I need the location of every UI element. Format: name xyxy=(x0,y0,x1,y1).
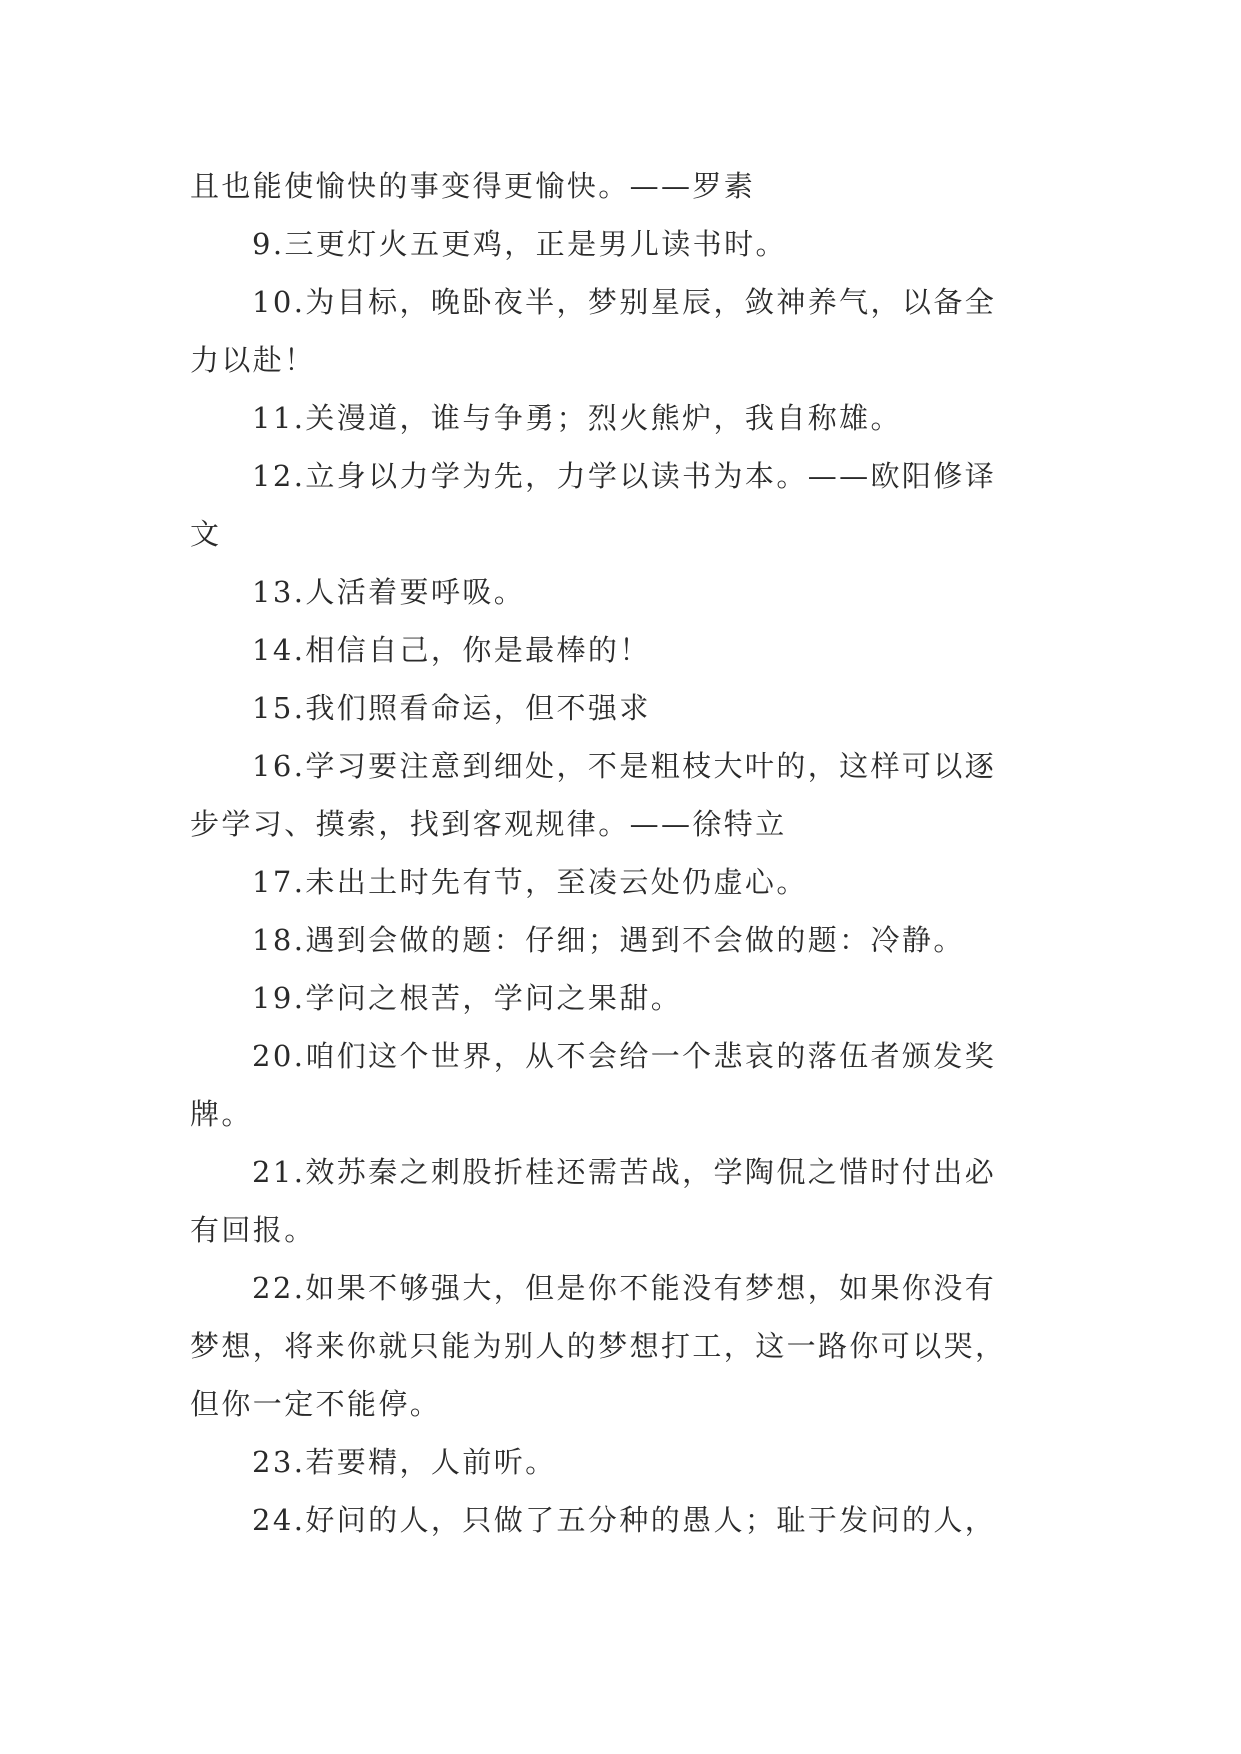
quote-13: 13.人活着要呼吸。 xyxy=(252,575,526,609)
quote-22-continued: 梦想，将来你就只能为别人的梦想打工，这一路你可以哭， xyxy=(190,1329,1007,1363)
quote-20: 20.咱们这个世界，从不会给一个悲哀的落伍者颁发奖 xyxy=(252,1039,997,1073)
quote-9: 9.三更灯火五更鸡，正是男儿读书时。 xyxy=(252,227,787,261)
text-line: 且也能使愉快的事变得更愉快。——罗素 xyxy=(190,169,756,203)
document-body xyxy=(190,157,1050,1549)
quote-16-continued: 步学习、摸索，找到客观规律。——徐特立 xyxy=(190,807,787,841)
quote-23: 23.若要精，人前听。 xyxy=(252,1445,557,1479)
quote-17: 17.未出土时先有节，至凌云处仍虚心。 xyxy=(252,865,808,899)
quote-10: 10.为目标，晚卧夜半，梦别星辰，敛神养气，以备全 xyxy=(252,285,997,319)
quote-16: 16.学习要注意到细处，不是粗枝大叶的，这样可以逐 xyxy=(252,749,997,783)
quote-15: 15.我们照看命运，但不强求 xyxy=(252,691,651,725)
quote-18: 18.遇到会做的题：仔细；遇到不会做的题：冷静。 xyxy=(252,923,965,957)
quote-20-continued: 牌。 xyxy=(190,1097,253,1131)
quote-21-continued: 有回报。 xyxy=(190,1213,316,1247)
quote-14: 14.相信自己，你是最棒的！ xyxy=(252,633,651,667)
quote-12: 12.立身以力学为先，力学以读书为本。——欧阳修译 xyxy=(252,459,997,493)
quote-10-continued: 力以赴！ xyxy=(190,343,316,377)
quote-24: 24.好问的人，只做了五分种的愚人；耻于发问的人， xyxy=(252,1503,997,1537)
quote-22-continued-2: 但你一定不能停。 xyxy=(190,1387,442,1421)
quote-12-continued: 文 xyxy=(190,517,222,551)
quote-21: 21.效苏秦之刺股折桂还需苦战，学陶侃之惜时付出必 xyxy=(252,1155,997,1189)
quote-22: 22.如果不够强大，但是你不能没有梦想，如果你没有 xyxy=(252,1271,997,1305)
quote-19: 19.学问之根苦，学问之果甜。 xyxy=(252,981,683,1015)
quote-11: 11.关漫道，谁与争勇；烈火熊炉，我自称雄。 xyxy=(252,401,902,435)
